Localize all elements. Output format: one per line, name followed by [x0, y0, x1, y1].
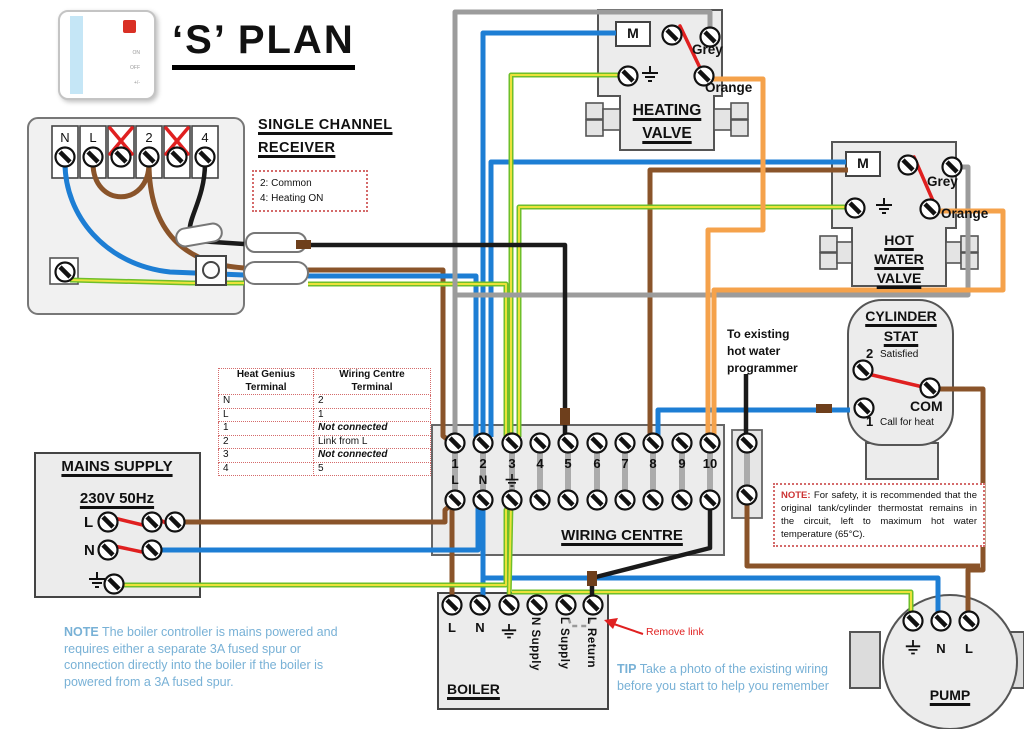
wire-wc2-to-hv-motor-blue [483, 33, 616, 437]
receiver-heading-line1: SINGLE CHANNEL [258, 117, 393, 133]
wc-terminal-4: 4 [536, 456, 544, 471]
pump-body [883, 595, 1017, 729]
cable-sheath-lower [244, 262, 308, 284]
wc-terminal-9: 9 [678, 456, 686, 471]
safety-note-text: For safety, it is recommended that the original tank/cylinder thermostat remains in the circuit, left to maximum hot water temperature (65°C). [781, 490, 977, 540]
receiver-terminal-n: N [60, 130, 70, 145]
pump-live-label: L [965, 641, 973, 656]
table-row: 2 Link from L [219, 435, 431, 449]
table-col2-header: Wiring Centre Terminal [314, 369, 431, 395]
wire-mains-live-brown [178, 503, 453, 522]
wire-wc3-to-hw-earth [519, 207, 847, 437]
mains-title: MAINS SUPPLY [61, 458, 173, 475]
wc-terminal-6: 6 [593, 456, 601, 471]
receiver-cable-clamp [196, 256, 226, 285]
hw-motor-label: M [857, 155, 869, 171]
pump-title: PUMP [929, 687, 971, 703]
table-row: L 1 [219, 408, 431, 422]
boiler-note-prefix: NOTE [64, 625, 99, 639]
hw-title: HOT WATER VALVE [874, 232, 924, 286]
cylinder-stat-base [866, 443, 938, 479]
boiler-title: BOILER [447, 681, 500, 697]
table-row: 1 Not connected [219, 422, 431, 436]
receiver-terminal-2: 2 [145, 130, 153, 145]
receiver-terminal-4: 4 [201, 130, 209, 145]
hv-motor-label: M [627, 25, 639, 41]
wc-terminal-8: 8 [649, 456, 657, 471]
remove-link-label: Remove link [646, 626, 704, 638]
receiver-heading [258, 114, 393, 160]
receiver-note-box [252, 170, 368, 212]
receiver-note-line2: 4: Heating ON [260, 193, 324, 204]
programmer-note: To existing hot water programmer [727, 327, 798, 375]
cylinder-call-terminal: 1 [866, 414, 874, 429]
device-button-on: ON [132, 50, 140, 56]
device-button-adjust: +/- [134, 80, 140, 86]
page-title: ‘S’ PLAN [172, 18, 355, 70]
wc-terminal-10: 10 [702, 456, 718, 471]
receiver-terminal-l: L [89, 130, 97, 145]
device-button-off: OFF [130, 65, 140, 71]
hv-grey-label: Grey [692, 42, 723, 57]
cylinder-satisfied-terminal: 2 [866, 346, 874, 361]
boiler-note-text: The boiler controller is mains powered and requires either a separate 3A fused spur or connection directly into the boiler if the boiler is powered from a 3A fused spur. [64, 625, 338, 689]
cylinder-stat-title: CYLINDER STAT [865, 308, 937, 344]
table-row: N 2 [219, 395, 431, 409]
mains-rating: 230V 50Hz [79, 490, 155, 507]
enclosures-layer [28, 10, 1024, 729]
cylinder-com-label: COM [910, 398, 943, 414]
receiver-heading-line2: RECEIVER [258, 140, 336, 156]
pump-neutral-label: N [936, 641, 946, 656]
terminal-mapping-table [218, 368, 431, 476]
wc-terminal-1: 1 [451, 456, 459, 471]
table-row: 3 Not connected [219, 449, 431, 463]
safety-note-prefix: NOTE: [781, 490, 811, 501]
receiver-note-line1: 2: Common [260, 178, 312, 189]
mains-live-label: L [84, 514, 94, 531]
boiler-n-supply-label: N Supply [529, 617, 541, 671]
mains-neutral-label: N [84, 542, 95, 559]
thermostat-device [58, 10, 156, 100]
boiler-l-supply-label: L Supply [558, 617, 570, 670]
device-stripe [70, 16, 83, 94]
wc-live-label: L [451, 473, 459, 487]
tip-note-text: Take a photo of the existing wiring before you start to help you remember [617, 662, 829, 693]
cylinder-call-label: Call for heat [880, 417, 934, 428]
hv-orange-label: Orange [705, 80, 753, 95]
wc-terminal-3: 3 [508, 456, 516, 471]
wc-terminal-5: 5 [564, 456, 572, 471]
boiler-neutral-label: N [475, 620, 485, 635]
wire-wc8-to-hw-motor-brown [650, 170, 848, 443]
tip-note-prefix: TIP [617, 662, 637, 676]
wire-wc2-to-hw-motor-blue [491, 162, 846, 437]
boiler-live-label: L [448, 620, 456, 635]
boiler-l-return-label: L Return [585, 617, 597, 669]
boiler-note [64, 624, 346, 690]
table-col1-header: Heat Genius Terminal [219, 369, 314, 395]
hv-title: HEATING VALVE [632, 102, 702, 142]
wc-terminal-7: 7 [621, 456, 629, 471]
tip-note [617, 661, 865, 694]
hw-orange-label: Orange [941, 206, 989, 221]
table-row: 4 5 [219, 462, 431, 476]
hw-grey-label: Grey [927, 174, 958, 189]
device-logo [123, 20, 136, 33]
cylinder-satisfied-label: Satisfied [880, 349, 919, 360]
wc-neutral-label: N [478, 473, 488, 487]
wc-terminal-2: 2 [479, 456, 487, 471]
safety-note-box [773, 483, 985, 547]
wiring-centre-title: WIRING CENTRE [561, 527, 683, 544]
